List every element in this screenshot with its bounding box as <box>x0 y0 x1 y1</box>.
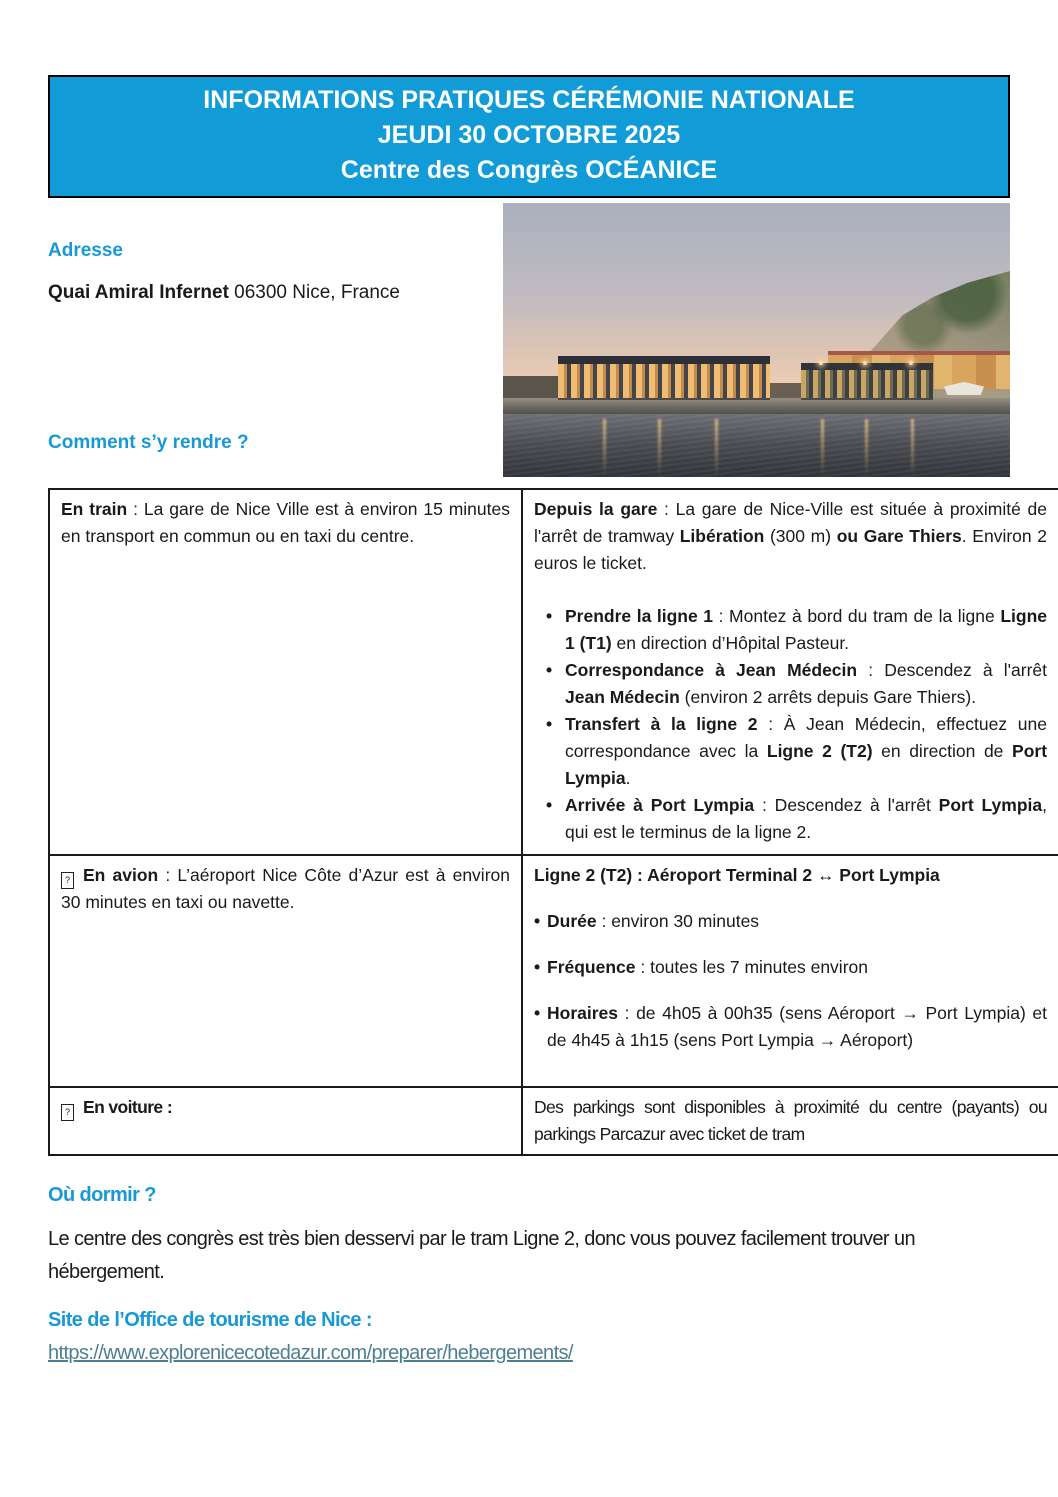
photo-low-wall <box>769 383 803 398</box>
step-text: : Descendez à l'arrêt <box>857 660 1047 680</box>
banner-title-line3: Centre des Congrès OCÉANICE <box>340 156 718 184</box>
cell-avion-left <box>49 855 522 1087</box>
step-text: en direction de <box>872 741 1013 761</box>
depuis-la-gare-label: Depuis la gare <box>534 499 658 519</box>
banner-title-line1: INFORMATIONS PRATIQUES CÉRÉMONIE NATIONALE <box>203 86 855 114</box>
address-city: 06300 Nice, France <box>228 282 400 303</box>
list-item <box>542 792 1047 846</box>
table-row-voiture <box>49 1087 1058 1155</box>
step-label: Jean Médecin <box>565 687 680 707</box>
car-icon: ? <box>61 1104 74 1121</box>
cell-voiture-right <box>522 1087 1058 1155</box>
tourism-link[interactable]: https://www.explorenicecotedazur.com/preparer/hebergements/ <box>48 1342 573 1364</box>
step-label: Arrivée à Port Lympia <box>565 795 755 815</box>
ligne2-heading: Ligne 2 (T2) : Aéroport Terminal 2 ↔ Port Lympia <box>534 865 940 885</box>
step-label: Correspondance à Jean Médecin <box>565 660 858 680</box>
photo-congress-hall-east <box>801 363 933 398</box>
step-text: , qui est le terminus de la ligne 2. <box>565 795 1047 842</box>
list-item <box>542 657 1047 711</box>
header-banner <box>48 75 1010 198</box>
step-label: Prendre la ligne 1 <box>565 606 714 626</box>
depuis-text-3: . Environ 2 euros le ticket. <box>534 526 1047 573</box>
table-row-train <box>49 489 1058 855</box>
photo-sea-wall <box>503 376 559 398</box>
voiture-colon: : <box>162 1097 173 1117</box>
photo-light-reflection <box>658 419 661 477</box>
photo-light-reflection <box>715 419 718 477</box>
transport-table <box>48 488 1058 1156</box>
detail-label: Durée <box>547 911 597 931</box>
step-text: (environ 2 arrêts depuis Gare Thiers). <box>679 687 977 707</box>
detail-text: : toutes les 7 minutes environ <box>635 957 868 977</box>
tram-steps-list <box>534 603 1047 846</box>
banner-title-line2: JEUDI 30 OCTOBRE 2025 <box>377 121 681 149</box>
photo-light-reflection <box>911 419 914 477</box>
step-label: Port Lympia <box>938 795 1043 815</box>
photo-quay <box>503 398 1010 414</box>
step-text: en direction d’Hôpital Pasteur. <box>611 633 850 653</box>
avion-label: En avion <box>83 865 159 885</box>
ligne2-details-list <box>534 908 1047 1054</box>
airplane-icon: ? <box>61 872 74 889</box>
train-label: En train <box>61 499 128 519</box>
step-label: Ligne 2 (T2) <box>766 741 873 761</box>
section-title-dormir: Où dormir ? <box>48 1184 156 1206</box>
detail-label: Horaires <box>547 1003 619 1023</box>
section-title-site: Site de l’Office de tourisme de Nice : <box>48 1309 372 1331</box>
venue-photo <box>503 203 1010 477</box>
dormir-paragraph: Le centre des congrès est très bien desservi par le tram Ligne 2, donc vous pouvez facilement trouver un hébergement. <box>48 1228 915 1283</box>
liberation-label: Libération <box>679 526 765 546</box>
address-street: Quai Amiral Infernet <box>48 282 229 303</box>
list-item <box>534 954 1047 981</box>
photo-congress-hall-west <box>558 356 770 398</box>
photo-light-reflection <box>865 419 868 477</box>
avion-text: : L’aéroport Nice Côte d’Azur est à environ 30 minutes en taxi ou navette. <box>61 865 510 912</box>
section-title-adresse: Adresse <box>48 240 123 261</box>
depuis-text-2: (300 m) <box>764 526 837 546</box>
detail-label: Fréquence <box>547 957 636 977</box>
detail-text: : environ 30 minutes <box>596 911 760 931</box>
parking-text: Des parkings sont disponibles à proximité du centre (payants) ou parkings Parcazur avec ticket de tram <box>534 1097 1047 1144</box>
list-item <box>542 711 1047 792</box>
photo-roof-lamp <box>819 361 823 365</box>
list-item <box>534 1000 1047 1054</box>
step-label: Transfert à la ligne 2 <box>565 714 758 734</box>
voiture-paragraph <box>61 1094 510 1121</box>
table-row-avion <box>49 855 1058 1087</box>
section-title-rendre: Comment s’y rendre ? <box>48 432 249 453</box>
cell-train-right <box>522 489 1058 855</box>
photo-water <box>503 414 1010 477</box>
avion-paragraph <box>61 862 510 916</box>
step-label: Port Lympia <box>565 741 1048 788</box>
cell-avion-right <box>522 855 1058 1087</box>
gare-thiers-label: ou Gare Thiers <box>836 526 962 546</box>
photo-light-reflection <box>821 419 824 477</box>
voiture-label: En voiture <box>83 1097 163 1117</box>
step-label: Ligne 1 (T1) <box>565 606 1047 653</box>
photo-roof-lamp <box>863 361 867 365</box>
depuis-la-gare-paragraph <box>534 496 1047 577</box>
photo-roof-lamp <box>909 361 913 365</box>
step-text: : Descendez à l'arrêt <box>754 795 939 815</box>
train-paragraph <box>61 496 510 550</box>
list-item <box>542 603 1047 657</box>
photo-light-reflection <box>603 419 606 477</box>
depuis-text-1: : La gare de Nice-Ville est située à proximité de l'arrêt de tramway <box>534 499 1047 546</box>
list-item <box>534 908 1047 935</box>
cell-voiture-left <box>49 1087 522 1155</box>
train-text: : La gare de Nice Ville est à environ 15 minutes en transport en commun ou en taxi du centre. <box>61 499 510 546</box>
step-text: : À Jean Médecin, effectuez une correspondance avec la <box>565 714 1047 761</box>
detail-text: : de 4h05 à 00h35 (sens Aéroport → Port Lympia) et de 4h45 à 1h15 (sens Port Lympia → Aéroport) <box>547 1003 1047 1050</box>
tourism-link-line <box>48 1342 1010 1365</box>
step-text: . <box>625 768 631 788</box>
step-text: : Montez à bord du tram de la ligne <box>713 606 1001 626</box>
cell-train-left <box>49 489 522 855</box>
